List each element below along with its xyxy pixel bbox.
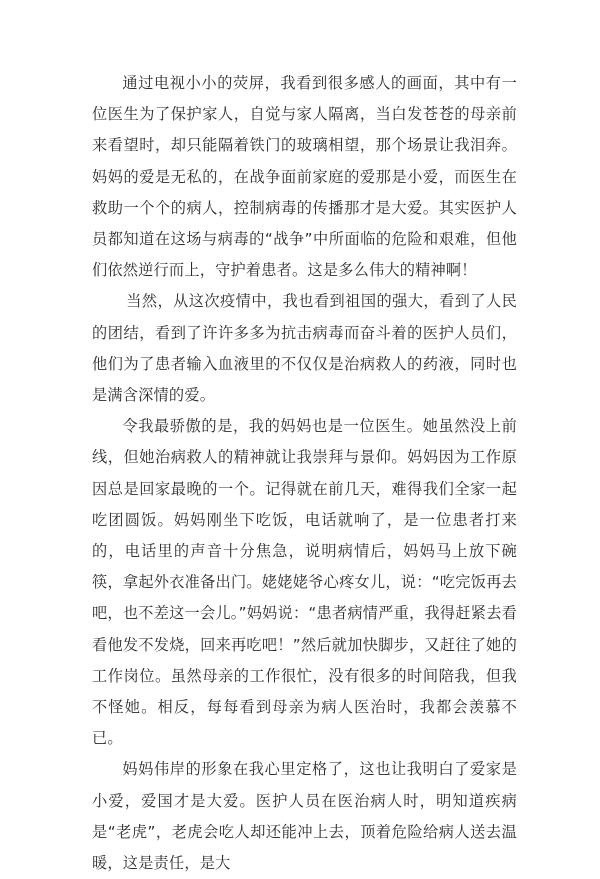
paragraph-2: 当然，从这次疫情中，我也看到祖国的强大，看到了人民的团结，看到了许许多多为抗击病毒而奋斗着的医护人员们，他们为了患者输入血液里的不仅仅是治病救人的药液，同时也是满含深情的爱。	[92, 292, 517, 405]
paragraph-4: 妈妈伟岸的形象在我心里定格了，这也让我明白了爱家是小爱，爱国才是大爱。医护人员在医治病人时，明知道疾病是“老虎”，老虎会吃人却还能冲上去，顶着危险给病人送去温暖，这是责任，是大	[92, 760, 517, 873]
paragraph-3: 令我最骄傲的是，我的妈妈也是一位医生。她虽然没上前线，但她治病救人的精神就让我崇拜与景仰。妈妈因为工作原因总是回家最晚的一个。记得就在前几天，难得我们全家一起吃团圆饭。妈妈刚坐下吃饭，电话就响了，是一位患者打来的，电话里的声音十分焦急，说明病情后，妈妈马上放下碗筷，拿起外衣准备出门。姥姥姥爷心疼女儿，说：“吃完饭再去吧，也不差这一会儿。”妈妈说：“患者病情严重，我得赶紧去看看他发不发烧，回来再吃吧！”然后就加快脚步，又赶往了她的工作岗位。虽然母亲的工作很忙，没有很多的时间陪我，但我不怪她。相反，每每看到母亲为病人医治时，我都会羡慕不已。	[92, 417, 517, 748]
essay-text	[92, 68, 517, 879]
paragraph-1: 通过电视小小的荧屏，我看到很多感人的画面，其中有一位医生为了保护家人，自觉与家人隔离，当白发苍苍的母亲前来看望时，却只能隔着铁门的玻璃相望，那个场景让我泪奔。妈妈的爱是无私的，在战争面前家庭的爱那是小爱，而医生在救助一个个的病人，控制病毒的传播那才是大爱。其实医护人员都知道在这场与病毒的“战争”中所面临的危险和艰难，但他们依然逆行而上，守护着患者。这是多么伟大的精神啊！	[92, 74, 517, 280]
